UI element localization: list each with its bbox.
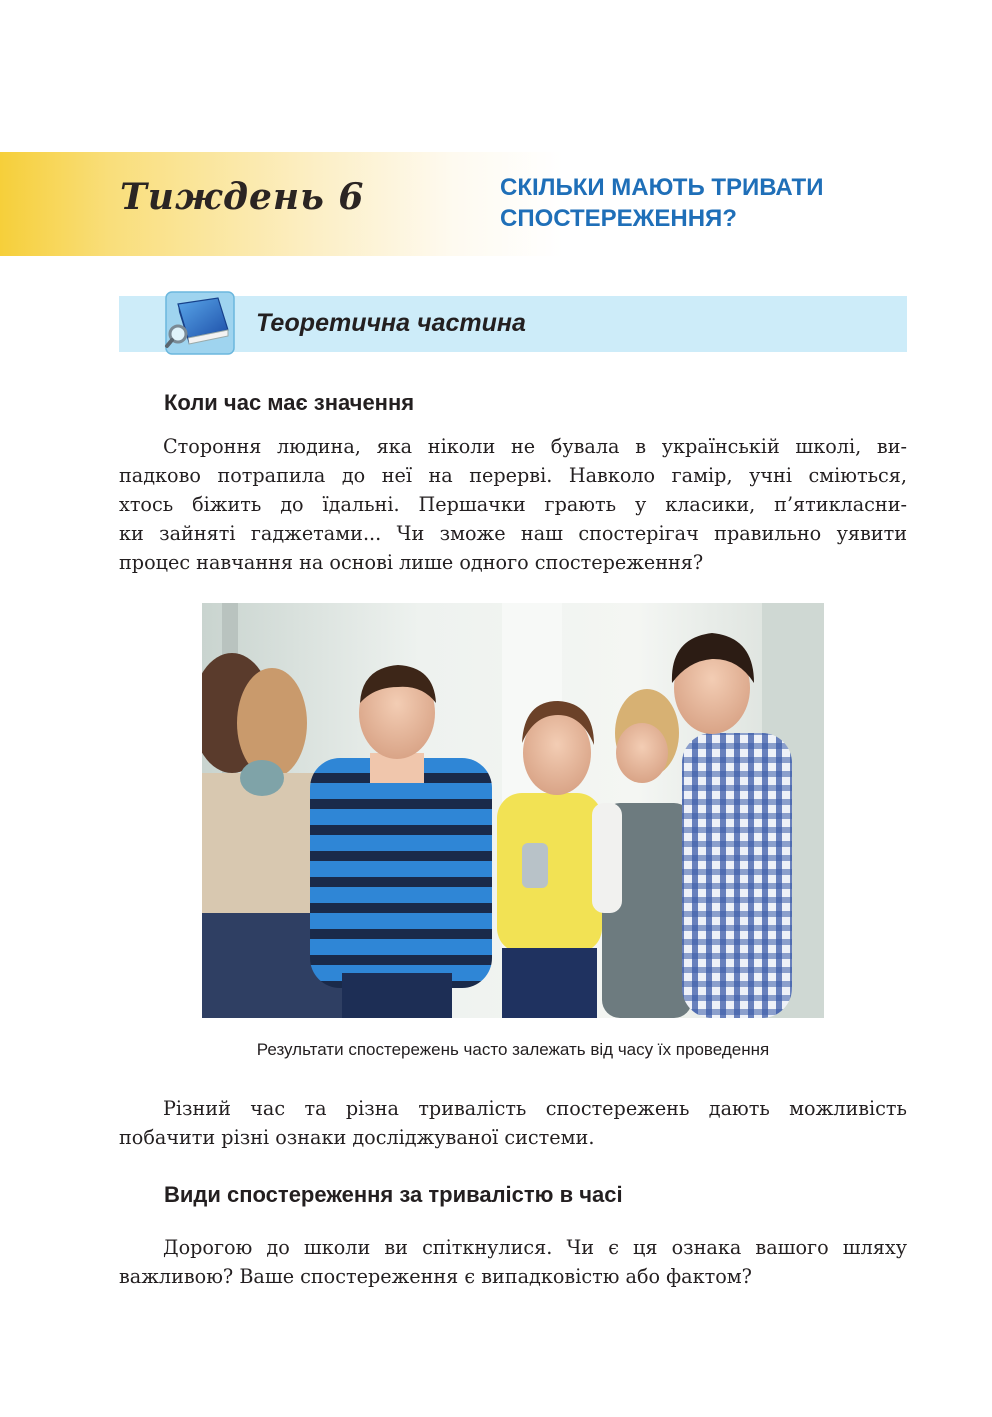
week-label: Тиждень 6 (120, 176, 365, 218)
paragraph-line: падково потрапила до неї на перерві. Навколо гамір, учні сміються, (119, 464, 907, 487)
photo-caption: Результати спостережень часто залежать від часу їх проведення (256, 1040, 770, 1059)
paragraph-line: важливою? Ваше спостереження є випадковістю або фактом? (119, 1265, 752, 1288)
book-icon (164, 290, 236, 356)
paragraph-line: Дорогою до школи ви спіткнулися. Чи є ця ознака вашого шляху (163, 1236, 907, 1259)
paragraph-line: побачити різні ознаки досліджуваної системи. (119, 1126, 595, 1149)
section-title: Теоретична частина (256, 309, 526, 337)
lesson-title-line: СПОСТЕРЕЖЕННЯ? (500, 205, 737, 232)
paragraph-line: хтось біжить до їдальні. Першачки грають у класики, п’ятикласни- (119, 493, 907, 516)
subheading-time-matters: Коли час має значення (164, 390, 415, 415)
lesson-title (500, 172, 900, 234)
paragraph-duration (119, 1094, 907, 1152)
photo-children-at-break (202, 603, 824, 1018)
paragraph-line: ки зайняті гаджетами... Чи зможе наш спостерігач правильно уявити (119, 522, 907, 545)
paragraph-intro (119, 432, 907, 577)
lesson-title-line: СКІЛЬКИ МАЮТЬ ТРИВАТИ (500, 174, 824, 201)
subheading-observation-types: Види спостереження за тривалістю в часі (164, 1182, 623, 1207)
paragraph-stumble (119, 1233, 907, 1291)
paragraph-line: Різний час та різна тривалість спостережень дають можливість (163, 1097, 907, 1120)
paragraph-line: процес навчання на основі лише одного спостереження? (119, 551, 704, 574)
paragraph-line: Стороння людина, яка ніколи не бувала в українській школі, ви- (163, 435, 907, 458)
